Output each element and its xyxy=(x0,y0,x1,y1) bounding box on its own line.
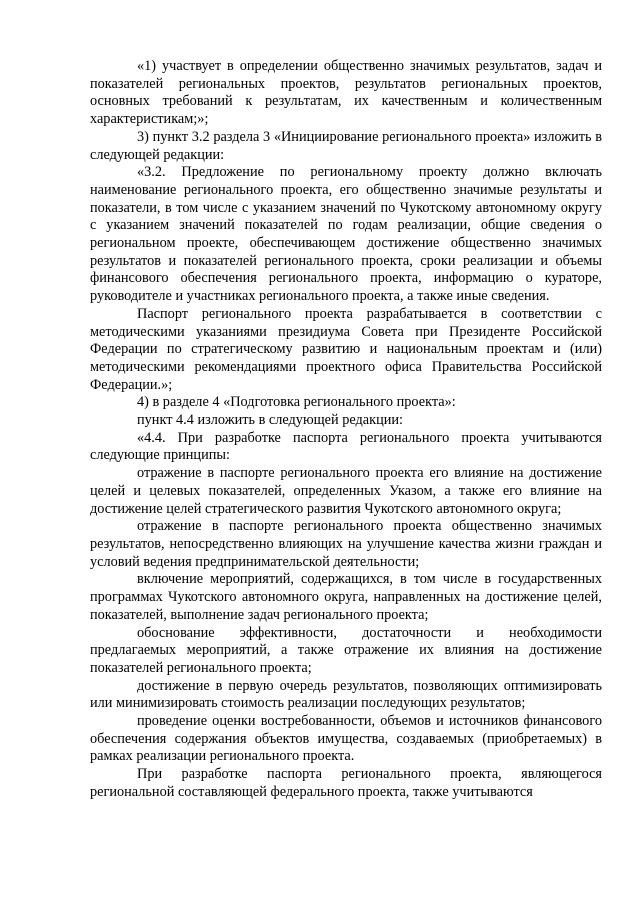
paragraph-12: достижение в первую очередь результатов, позволяющих оптимизировать или минимизировать стоимость реализации последующих результатов; xyxy=(90,677,602,712)
paragraph-10: включение мероприятий, содержащихся, в том числе в государственных программах Чукотского автономного округа, направленных на достижение целей, показателей, выполнение задач регионального проекта; xyxy=(90,571,602,623)
paragraph-5: 4) в разделе 4 «Подготовка регионального проекта»: xyxy=(137,394,456,411)
paragraph-6: пункт 4.4 изложить в следующей редакции: xyxy=(137,412,404,429)
document-page xyxy=(90,58,602,802)
paragraph-8: отражение в паспорте регионального проекта его влияние на достижение целей и целевых показателей, определенных Указом, а также его влияние на достижение целей стратегического развития Чукотского автономного округа; xyxy=(90,465,602,517)
paragraph-7: «4.4. При разработке паспорта регионального проекта учитываются следующие принципы: xyxy=(90,429,602,464)
paragraph-11: обоснование эффективности, достаточности и необходимости предлагаемых мероприятий, а также отражение их влияния на достижение показателей регионального проекта; xyxy=(90,624,602,676)
paragraph-14: При разработке паспорта регионального проекта, являющегося региональной составляющей федерального проекта, также учитываются xyxy=(90,766,602,800)
paragraph-4: Паспорт регионального проекта разрабатывается в соответствии с методическими указаниями президиума Совета при Президенте Российской Федерации по стратегическому развитию и национальным проектам и (или) методическими рекомендациями проектного офиса Правительства Российской Федерации.»; xyxy=(90,305,602,393)
paragraph-2: 3) пункт 3.2 раздела 3 «Инициирование регионального проекта» изложить в следующей редакции: xyxy=(90,128,602,163)
paragraph-9: отражение в паспорте регионального проекта общественно значимых результатов, непосредственно влияющих на улучшение качества жизни граждан и условий ведения предпринимательской деятельности; xyxy=(90,518,602,570)
paragraph-3: «3.2. Предложение по региональному проекту должно включать наименование регионального проекта, его общественно значимые результаты и показатели, в том числе с указанием значений по Чукотскому автономному округу с указанием значений показателей по годам реализации, общие сведения о региональном проекте, обеспечивающем достижение общественно значимых результатов и показателей регионального проекта, сроки реализации и объемы финансового обеспечения регионального проекта, информацию о кураторе, руководителе и участниках регионального проекта, а также иные сведения. xyxy=(90,164,602,305)
paragraph-13: проведение оценки востребованности, объемов и источников финансового обеспечения содержания объектов имущества, создаваемых (приобретаемых) в рамках реализации регионального проекта. xyxy=(90,713,602,765)
paragraph-1: «1) участвует в определении общественно значимых результатов, задач и показателей региональных проектов, результатов региональных проектов, основных требований к результатам, их качественным и количественным характеристикам;»; xyxy=(90,58,602,128)
